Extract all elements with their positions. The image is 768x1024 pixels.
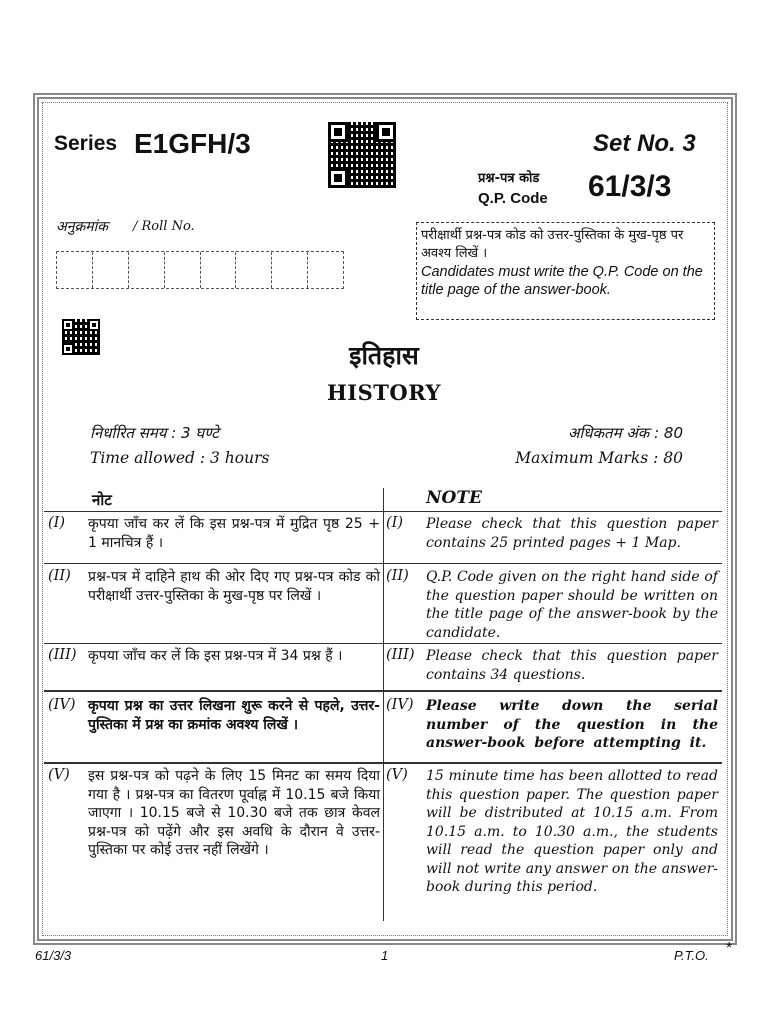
table-rule	[44, 563, 722, 564]
roll-digit-box[interactable]	[129, 252, 165, 288]
note-num: (IV)	[386, 697, 414, 713]
note-english: Please write down the serial number of the question in the answer-book before attempting it.	[426, 698, 718, 751]
max-marks: Maximum Marks : 80	[515, 449, 683, 467]
note-hindi: प्रश्न-पत्र में दाहिने हाथ की ओर दिए गए प्रश्न-पत्र कोड को परीक्षार्थी उत्तर-पुस्तिका के मुख-पृष्ठ पर लिखें ।	[88, 569, 380, 604]
qr-code-large	[328, 122, 396, 188]
qp-code: 61/3/3	[588, 170, 672, 203]
roll-digit-box[interactable]	[165, 252, 201, 288]
note-hindi: कृपया जाँच कर लें कि इस प्रश्न-पत्र में 34 प्रश्न हैं ।	[88, 648, 343, 664]
note-num-hindi: (IV)	[48, 697, 76, 713]
note-english: 15 minute time has been allotted to read this question paper. The question paper will be distributed at 10.15 a.m. From 10.15 a.m. to 10.30 a.m., the students will read the question paper only and will not write any answer on the answer-book during this period.	[426, 768, 718, 895]
roll-digit-box[interactable]	[308, 252, 343, 288]
table-rule	[44, 643, 722, 644]
roll-label: / Roll No.	[133, 219, 195, 234]
max-marks-hindi: अधिकतम अंक : 80	[567, 424, 683, 442]
subject-title-hindi: इतिहास	[349, 341, 419, 370]
table-rule	[44, 762, 722, 764]
series-code: E1GFH/3	[134, 128, 251, 159]
note-num: (III)	[386, 647, 415, 663]
column-divider	[383, 488, 384, 921]
roll-digit-box[interactable]	[93, 252, 129, 288]
time-allowed: Time allowed : 3 hours	[90, 449, 270, 467]
table-rule	[44, 690, 722, 692]
note-english: Please check that this question paper contains 25 printed pages + 1 Map.	[426, 516, 718, 551]
subject-title: HISTORY	[326, 380, 442, 405]
note-num: (II)	[386, 568, 409, 584]
note-hindi: कृपया जाँच कर लें कि इस प्रश्न-पत्र में मुद्रित पृष्ठ 25 + 1 मानचित्र हैं ।	[88, 516, 380, 551]
note-num: (V)	[386, 767, 408, 783]
note-english: Q.P. Code given on the right hand side of the question paper should be written on the title page of the answer-book by the candidate.	[426, 569, 718, 641]
roll-label-hindi: अनुक्रमांक	[56, 219, 108, 235]
qp-code-label-hindi: प्रश्न-पत्र कोड	[478, 171, 540, 186]
note-english: Please check that this question paper contains 34 questions.	[426, 648, 718, 683]
roll-digit-box[interactable]	[236, 252, 272, 288]
note-heading: NOTE	[426, 488, 482, 508]
set-number: Set No. 3	[593, 130, 696, 157]
table-rule	[44, 511, 722, 512]
roll-digit-box[interactable]	[272, 252, 308, 288]
note-num: (I)	[386, 515, 404, 531]
footer-code: 61/3/3	[35, 948, 72, 963]
roll-digit-box[interactable]	[201, 252, 237, 288]
note-hindi: इस प्रश्न-पत्र को पढ़ने के लिए 15 मिनट का समय दिया गया है । प्रश्न-पत्र का वितरण पूर्वाह्न में 10.15 बजे किया जाएगा । 10.15 बजे से 10.30 बजे तक छात्र केवल प्रश्न-पत्र को पढ़ेंगे और इस अवधि के दौरान वे उत्तर-पुस्तिका पर कोई उत्तर नहीं लिखेंगे ।	[88, 768, 380, 858]
code-note-hindi: परीक्षार्थी प्रश्न-पत्र कोड को उत्तर-पुस्तिका के मुख-पृष्ठ पर अवश्य लिखें ।	[421, 228, 684, 261]
note-hindi: कृपया प्रश्न का उत्तर लिखना शुरू करने से पहले, उत्तर-पुस्तिका में प्रश्न का क्रमांक अवश्य लिखें ।	[88, 698, 380, 733]
series-label: Series	[54, 132, 118, 155]
asterisk-mark: *	[726, 940, 733, 957]
note-num-hindi: (I)	[48, 515, 66, 531]
page-number: 1	[381, 948, 389, 963]
code-note-english: Candidates must write the Q.P. Code on the title page of the answer-book.	[421, 264, 703, 298]
pto-label: P.T.O.	[674, 948, 709, 963]
roll-number-boxes[interactable]	[56, 251, 344, 289]
roll-digit-box[interactable]	[57, 252, 93, 288]
qp-code-label: Q.P. Code	[478, 190, 548, 207]
time-allowed-hindi: निर्धारित समय : 3 घण्टे	[90, 424, 219, 442]
qp-code-instruction-box	[416, 222, 715, 320]
note-heading-hindi: नोट	[92, 491, 112, 509]
note-num-hindi: (III)	[48, 647, 77, 663]
note-num-hindi: (II)	[48, 568, 71, 584]
note-num-hindi: (V)	[48, 767, 70, 783]
